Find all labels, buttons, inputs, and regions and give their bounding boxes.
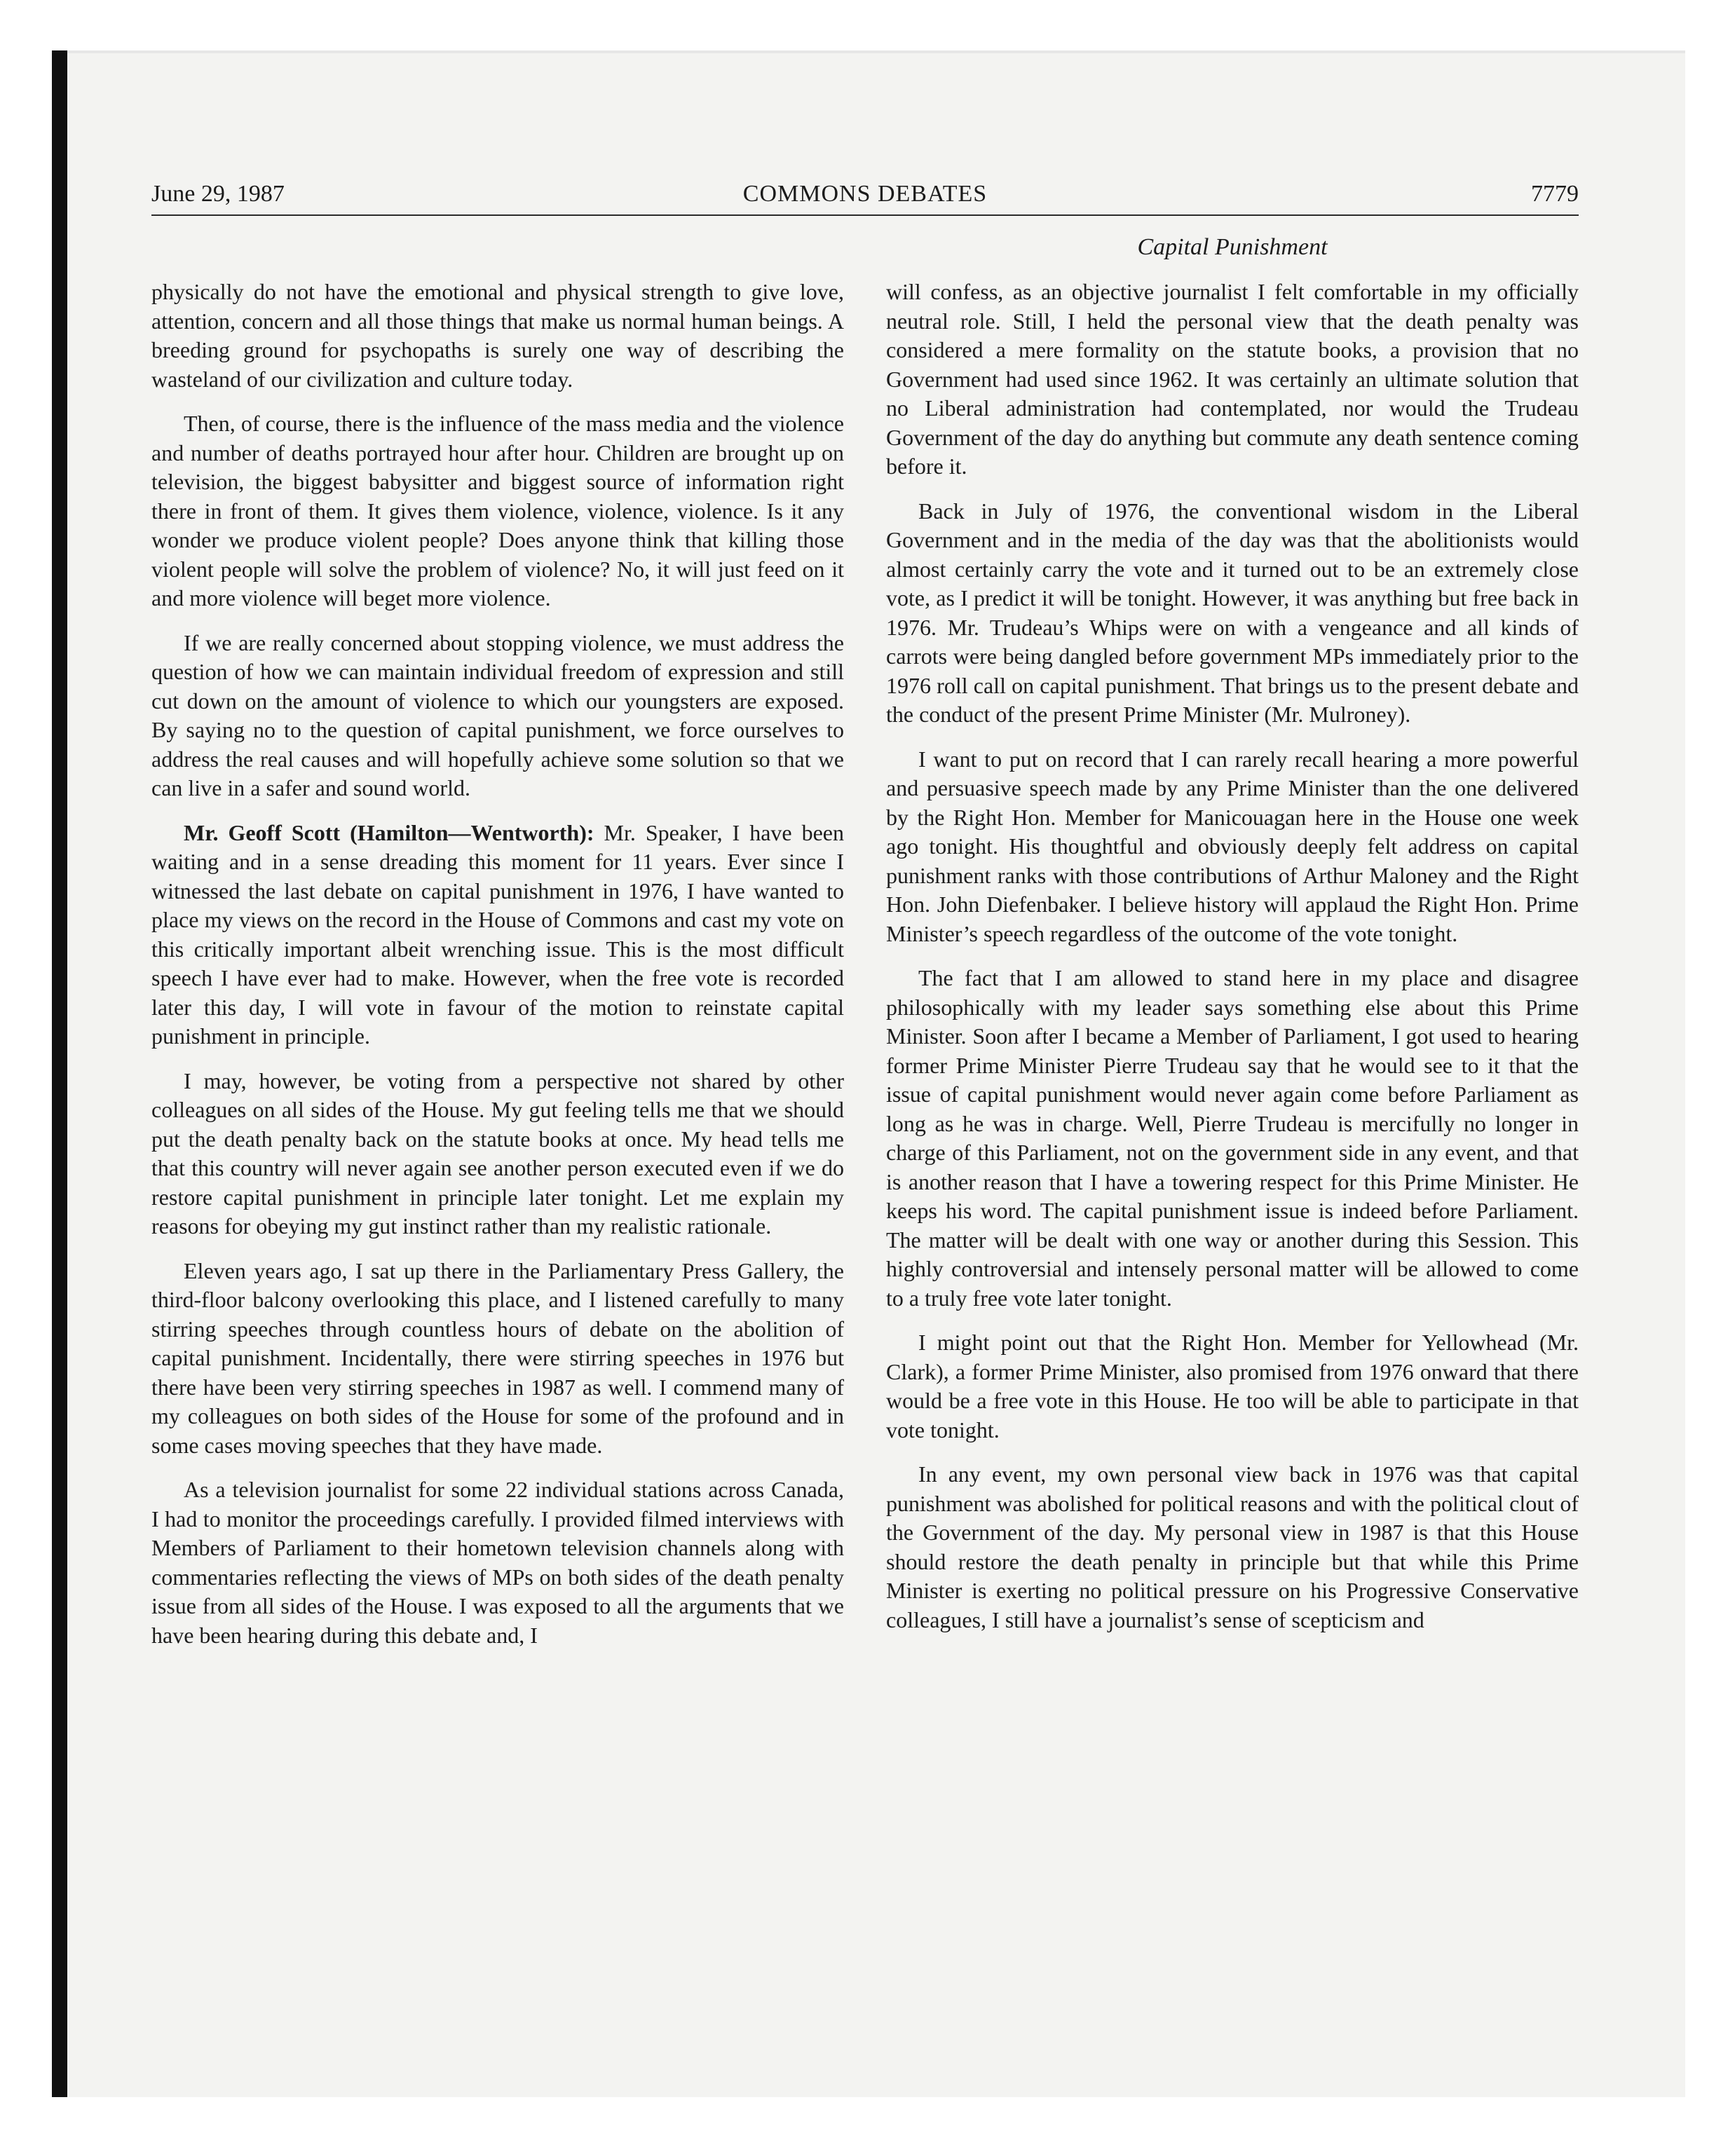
paragraph: physically do not have the emotional and physical strength to give love, attention, concern and all those things that make us normal human beings. A breeding ground for psychopaths is surely one way of describing the wasteland of our civilization and culture today. (151, 279, 844, 392)
running-header (151, 181, 1579, 216)
page-number: 7779 (1531, 181, 1579, 207)
speaker-name: Mr. Geoff Scott (Hamilton—Wentworth): (184, 819, 594, 845)
paragraph: In any event, my own personal view back in 1976 was that capital punishment was abolished for political reasons and with the political clout of the Government of the day. My personal view in 1987 is that this House should restore the death penalty in principle but that while this Prime Minister is exerting no political pressure on his Progressive Conservative colleagues, I still have a journalist’s sense of scepticism and (886, 1461, 1579, 1632)
speaker-paragraph (151, 819, 844, 1051)
paragraph: Then, of course, there is the influence of the mass media and the violence and number of deaths portrayed hour after hour. Children are brought up on television, the biggest babysitter and biggest source of information right there in front of them. It gives them violence, violence, violence. Is it any wonder we produce violent people? Does anyone think that killing those violent people will solve the problem of violence? No, it will just feed on it and more violence will beget more violence. (151, 411, 844, 610)
paragraph: Back in July of 1976, the conventional wisdom in the Liberal Government and in the media of the day was that the abolitionists would almost certainly carry the vote and it turned out to be an extremely close vote, as I predict it will be tonight. However, it was anything but free back in 1976. Mr. Trudeau’s Whips were on with a vengeance and all kinds of carrots were being dangled before government MPs immediately prior to the 1976 roll call on capital punishment. That brings us to the present debate and the conduct of the present Prime Minister (Mr. Mulroney). (886, 498, 1579, 727)
left-column (151, 278, 844, 1665)
paragraph: Eleven years ago, I sat up there in the Parliamentary Press Gallery, the third-floor balcony overlooking this place, and I listened carefully to many stirring speeches through countless hours of debate on the abolition of capital punishment. Incidentally, there were stirring speeches in 1976 but there have been very stirring speeches in 1987 as well. I commend many of my colleagues on both sides of the House for some of the profound and in some cases moving speeches that they have made. (151, 1257, 844, 1458)
paragraph: I want to put on record that I can rarely recall hearing a more powerful and persuasive speech made by any Prime Minister than the one delivered by the Right Hon. Member for Manicouagan here in the House one week ago tonight. His thoughtful and obviously deeply felt address on capital punishment ranks with those contributions of Arthur Maloney and the Right Hon. John Diefenbaker. I believe history will applaud the Right Hon. Prime Minister’s speech regardless of the outcome of the vote tonight. (886, 746, 1579, 946)
section-title: Capital Punishment (1137, 234, 1328, 260)
right-column (886, 278, 1579, 1650)
publication-date: June 29, 1987 (151, 181, 285, 207)
paragraph: As a television journalist for some 22 individual stations across Canada, I had to monitor the proceedings carefully. I provided filmed interviews with Members of Parliament to their hometown television channels along with commentaries reflecting the views of MPs on both sides of the death penalty issue from all sides of the House. I was exposed to all the arguments that we have been hearing during this debate and, I (151, 1477, 844, 1648)
speech-text: Mr. Speaker, I have been waiting and in a sense dreading this moment for 11 years. Ever since I witnessed the last debate on capital punishment in 1976, I have wanted to place my views on the record in the House of Commons and cast my vote on this critically important albeit wrenching issue. This is the most difficult speech I have ever had to make. However, when the free vote is recorded later this day, I will vote in favour of the motion to reinstate capital punishment in principle. (151, 819, 845, 1049)
paragraph: The fact that I am allowed to stand here in my place and disagree philosophically with my leader says something else about this Prime Minister. Soon after I became a Member of Parliament, I got used to hearing former Prime Minister Pierre Trudeau say that he would see to it that the issue of capital punishment would never again come before Parliament as long as he was in charge. Well, Pierre Trudeau is mercifully no longer in charge of this Parliament, not on the government side in any event, and that is another reason that I have a towering respect for this Prime Minister. He keeps his word. The capital punishment issue is indeed before Parliament. The matter will be dealt with one way or another during this Session. This highly controversial and intensely personal matter will be allowed to come to a truly free vote later tonight. (886, 965, 1579, 1311)
publication-title: COMMONS DEBATES (742, 181, 988, 207)
paragraph: I might point out that the Right Hon. Member for Yellowhead (Mr. Clark), a former Prime Minister, also promised from 1976 onward that there would be a free vote in this House. He too will be able to participate in that vote tonight. (886, 1330, 1579, 1442)
paragraph: If we are really concerned about stopping violence, we must address the question of how we can maintain individual freedom of expression and still cut down on the amount of violence to which our youngsters are exposed. By saying no to the question of capital punishment, we force ourselves to address the real causes and will hopefully achieve some solution so that we can live in a safer and sound world. (151, 629, 844, 800)
scan-border-left (52, 50, 67, 2097)
paragraph: will confess, as an objective journalist I felt comfortable in my officially neutral role. Still, I held the personal view that the death penalty was considered a mere formality on the statute books, a provision that no Government had used since 1962. It was certainly an ultimate solution that no Liberal administration had contemplated, nor would the Trudeau Government of the day do anything but commute any death sentence coming before it. (886, 279, 1579, 479)
paragraph: I may, however, be voting from a perspective not shared by other colleagues on all sides of the House. My gut feeling tells me that we should put the death penalty back on the statute books at once. My head tells me that this country will never again see another person executed even if we do restore capital punishment in principle later tonight. Let me explain my reasons for obeying my gut instinct rather than my realistic rationale. (151, 1067, 844, 1239)
